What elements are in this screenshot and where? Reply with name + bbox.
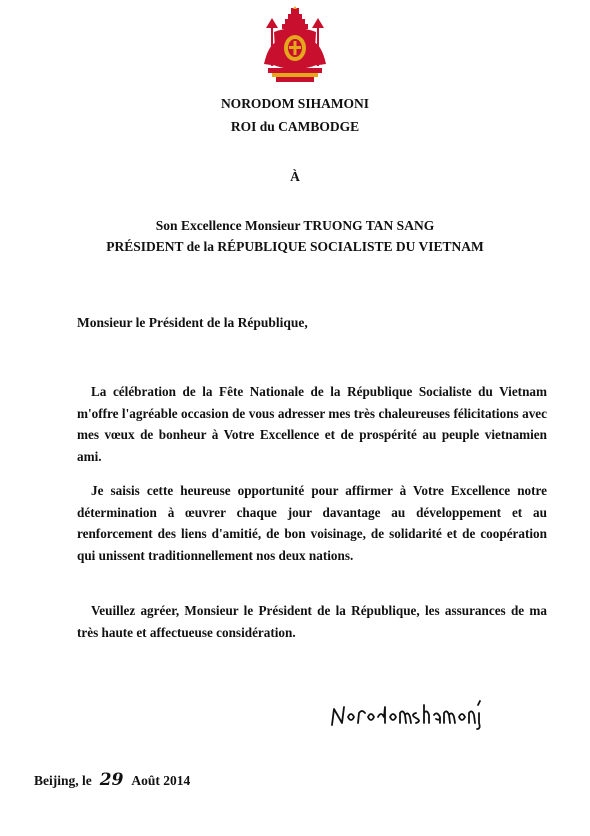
dateline-day: 29 <box>99 770 124 790</box>
body-paragraph: Je saisis cette heureuse opportunité pour affirmer à Votre Excellence notre détermination à œuvrer chaque jour davantage au développement et au renforcement des liens d'amitié, de bon voisinage, de solidarité et de coopération qui unissent traditionnellement nos deux nations. <box>77 483 547 563</box>
dateline-place: Beijing, le <box>34 773 92 788</box>
body-paragraph: La célébration de la Fête Nationale de la République Socialiste du Vietnam m'offre l'agréable occasion de vous adresser mes très chaleureuses félicitations avec mes vœux de bonheur à Votre Excellence et de prospérité au peuple vietnamien ami. <box>77 384 547 464</box>
closing-paragraph: Veuillez agréer, Monsieur le Président de la République, les assurances de ma très haute et affectueuse considération. <box>77 603 547 640</box>
recipient-title: PRÉSIDENT de la RÉPUBLIQUE SOCIALISTE DU VIETNAM <box>106 239 484 254</box>
dateline <box>34 770 190 790</box>
sender-title: ROI du CAMBODGE <box>230 119 360 134</box>
addressee-marker: À <box>290 169 300 184</box>
royal-crest-icon <box>258 6 332 86</box>
sender-name: NORODOM SIHAMONI <box>220 96 370 111</box>
salutation: Monsieur le Président de la République, <box>77 315 308 330</box>
recipient-name: Son Excellence Monsieur TRUONG TAN SANG <box>155 218 435 233</box>
dateline-month-year: Août 2014 <box>131 773 191 788</box>
handwritten-signature-icon <box>328 695 488 731</box>
